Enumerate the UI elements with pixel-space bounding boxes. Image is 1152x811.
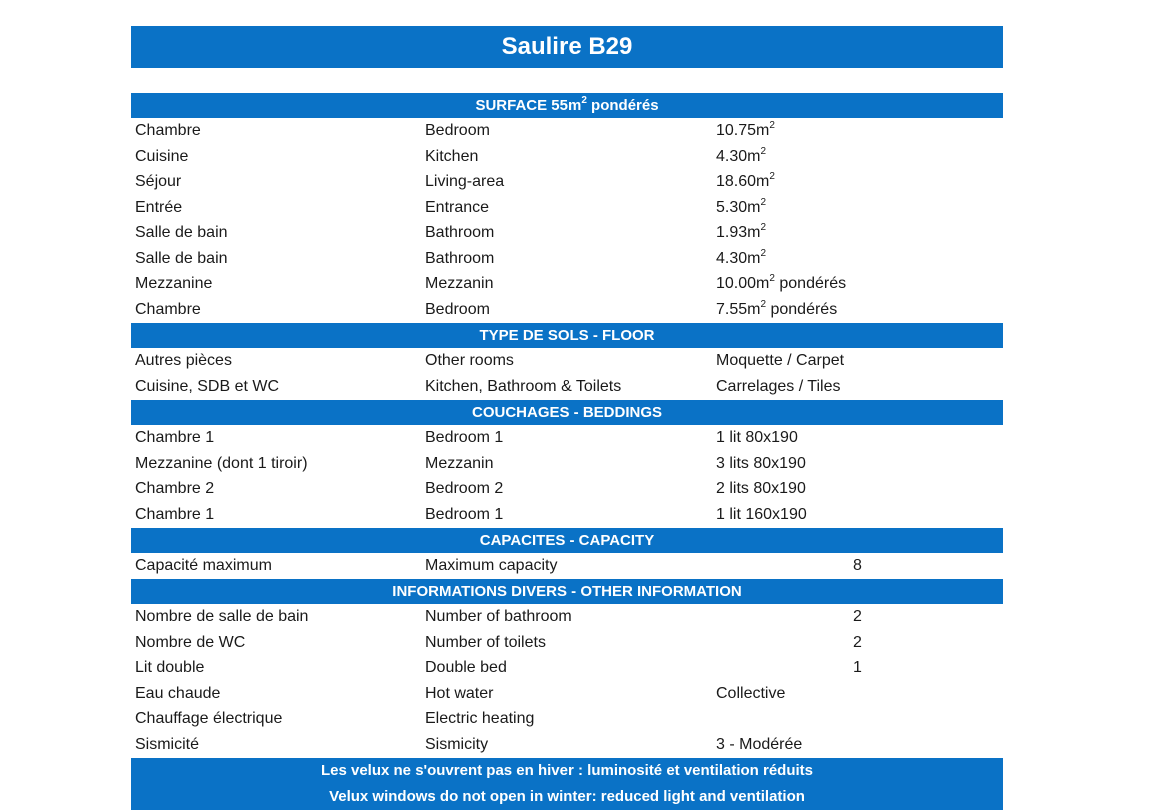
- row-value: Carrelages / Tiles: [716, 377, 841, 395]
- row-value: Collective: [716, 684, 786, 702]
- table-row: [131, 631, 1003, 657]
- table-row: [131, 221, 1003, 247]
- row-count: 2: [853, 633, 862, 651]
- table-row: [131, 170, 1003, 196]
- row-value: 2 lits 80x190: [716, 480, 806, 497]
- row-label-en: Living-area: [425, 173, 505, 190]
- table-row: [131, 247, 1003, 273]
- table-row: [131, 375, 1003, 401]
- table-row: [131, 733, 1003, 759]
- table-row: [131, 503, 1003, 529]
- row-label-en: Bedroom 1: [425, 505, 504, 523]
- row-value: $10.00m^2$ pondérés: [716, 273, 847, 292]
- row-label-en: Bedroom: [425, 300, 490, 318]
- table-row: [131, 119, 1003, 145]
- row-count: 8: [853, 557, 862, 574]
- table-row: [131, 145, 1003, 171]
- section-header-capacity: CAPACITES - CAPACITY: [131, 528, 1003, 553]
- row-value: $18.60m^2$: [716, 171, 775, 190]
- row-label-en: Mezzanin: [425, 275, 494, 292]
- row-count: 2: [853, 608, 862, 625]
- table-row: [131, 426, 1003, 452]
- row-label-fr: Chambre 1: [135, 429, 215, 446]
- row-label-en: Double bed: [425, 659, 507, 676]
- row-label-en: Bedroom: [425, 122, 490, 139]
- section-header-floor: TYPE DE SOLS - FLOOR: [131, 323, 1003, 348]
- row-label-fr: Chauffage électrique: [135, 710, 283, 727]
- row-label-fr: Cuisine: [135, 147, 189, 165]
- row-label-fr: Séjour: [135, 173, 182, 190]
- table-row: [131, 272, 1003, 298]
- row-label-en: Kitchen: [425, 147, 479, 165]
- row-value: $7.55m^2$ pondérés: [716, 298, 838, 318]
- table-row: [131, 656, 1003, 682]
- row-label-fr: Chambre: [135, 300, 201, 318]
- row-label-en: Electric heating: [425, 710, 535, 727]
- section-header-beddings: COUCHAGES - BEDDINGS: [131, 400, 1003, 425]
- section-header-other: INFORMATIONS DIVERS - OTHER INFORMATION: [131, 579, 1003, 604]
- table-row: [131, 605, 1003, 631]
- row-label-en: Number of bathroom: [425, 608, 572, 625]
- row-label-en: Kitchen, Bathroom & Toilets: [425, 377, 622, 395]
- table-row: [131, 298, 1003, 324]
- row-label-en: Bathroom: [425, 249, 495, 267]
- row-value: 3 - Modérée: [716, 735, 803, 753]
- row-label-fr: Chambre: [135, 122, 201, 139]
- table-row: [131, 682, 1003, 708]
- row-label-en: Maximum capacity: [425, 557, 558, 574]
- table-row: [131, 452, 1003, 478]
- row-label-fr: Chambre 1: [135, 505, 215, 523]
- row-label-fr: Salle de bain: [135, 224, 228, 241]
- row-label-en: Hot water: [425, 684, 494, 702]
- row-value: 3 lits 80x190: [716, 454, 806, 472]
- row-label-en: Entrance: [425, 198, 490, 216]
- surface-header-text: SURFACE $55m^2$ pondérés: [475, 95, 659, 114]
- row-label-en: Other rooms: [425, 352, 514, 369]
- row-label-en: Mezzanin: [425, 454, 494, 472]
- row-value: 1 lit 160x190: [716, 505, 807, 523]
- footer-note: [131, 758, 1003, 810]
- page-title: Saulire B29: [131, 26, 1003, 68]
- footer-note-fr: Les velux ne s'ouvrent pas en hiver : luminosité et ventilation réduits: [320, 762, 814, 779]
- row-value: $4.30m^2$: [716, 145, 767, 165]
- section-header-surface: [131, 93, 1003, 118]
- table-row: [131, 554, 1003, 580]
- row-value: $10.75m^2$: [716, 120, 775, 139]
- row-label-fr: Nombre de salle de bain: [135, 608, 309, 625]
- row-label-fr: Mezzanine: [135, 275, 213, 292]
- row-label-en: Sismicity: [425, 735, 489, 753]
- row-label-en: Bedroom 2: [425, 480, 504, 497]
- row-label-fr: Salle de bain: [135, 249, 228, 267]
- row-label-en: Bedroom 1: [425, 429, 504, 446]
- row-label-fr: Capacité maximum: [135, 557, 272, 574]
- row-value: $4.30m^2$: [716, 247, 767, 267]
- table-row: [131, 349, 1003, 375]
- row-label-fr: Mezzanine (dont 1 tiroir): [135, 454, 308, 472]
- table-row: [131, 196, 1003, 222]
- row-label-fr: Eau chaude: [135, 684, 221, 702]
- row-label-fr: Entrée: [135, 198, 183, 216]
- row-label-en: Number of toilets: [425, 633, 546, 651]
- table-row: [131, 707, 1003, 733]
- row-label-fr: Lit double: [135, 659, 205, 676]
- row-value: $1.93m^2$: [716, 222, 767, 241]
- row-label-fr: Sismicité: [135, 735, 200, 753]
- row-value: $5.30m^2$: [716, 196, 767, 216]
- row-label-fr: Cuisine, SDB et WC: [135, 377, 280, 395]
- row-value: 1 lit 80x190: [716, 429, 798, 446]
- table-row: [131, 477, 1003, 503]
- row-label-fr: Chambre 2: [135, 480, 215, 497]
- row-label-fr: Nombre de WC: [135, 633, 246, 651]
- row-label-fr: Autres pièces: [135, 352, 232, 369]
- row-label-en: Bathroom: [425, 224, 495, 241]
- row-count: 1: [853, 659, 862, 676]
- footer-note-en: Velux windows do not open in winter: reduced light and ventilation: [329, 788, 805, 805]
- row-value: Moquette / Carpet: [716, 352, 845, 369]
